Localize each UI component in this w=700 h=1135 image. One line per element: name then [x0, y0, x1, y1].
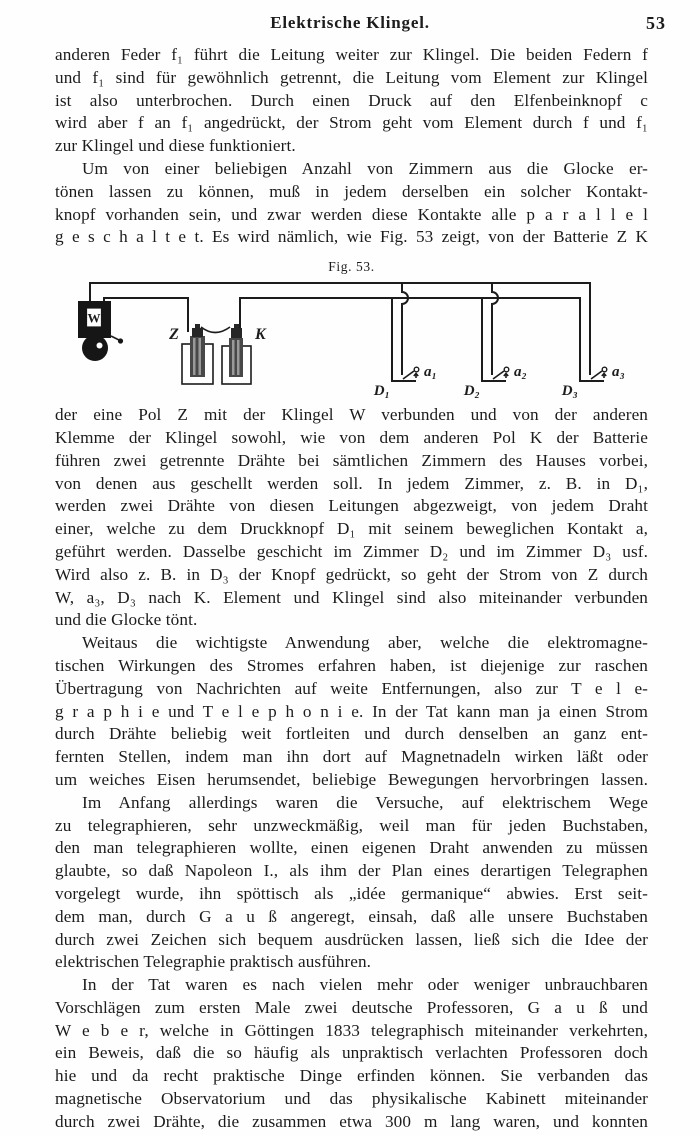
text-line: Vorschlägen zum ersten Male zwei deutsche Professoren, G a u ß und [55, 997, 648, 1017]
text-line: zu telegraphieren, sehr unzweckmäßig, weil man für jeden Buchstaben, [55, 815, 648, 835]
text-line: W e b e r, welche in Göttingen 1833 telegraphisch miteinander verkehrten, [55, 1020, 648, 1040]
page-number: 53 [646, 13, 666, 33]
text-line: knopf vorhanden sein, und zwar werden diese Kontakte alle p a r a l l e l [55, 204, 648, 224]
figure-caption: Fig. 53. [328, 259, 375, 275]
text-line: elektrischen Telegraphie praktisch ausführen. [55, 952, 372, 972]
text-line: und f₁ sind für gewöhnlich getrennt, die Leitung vom Element zur Klingel [55, 67, 648, 87]
text-line: um weiches Eisen herumsendet, beliebige Bewegungen hervorbringen lassen. [55, 769, 648, 789]
text-line: anderen Feder f₁ führt die Leitung weiter zur Klingel. Die beiden Federn f [55, 45, 648, 64]
battery-connector-wire [201, 327, 230, 333]
push-button-d3-icon [591, 367, 607, 379]
text-line: geführt werden. Dasselbe geschicht im Zimmer D₂ und im Zimmer D₃ usf. [55, 541, 648, 561]
button-d3-label: D₃ [561, 383, 578, 400]
figure-53 [55, 257, 648, 400]
text-line: Wird also z. B. in D₃ der Knopf gedrückt, so geht der Strom von Z durch [55, 564, 648, 584]
pole-k-label: K [255, 326, 266, 344]
page-header-title: Elektrische Klingel. [270, 13, 430, 32]
paragraph [55, 404, 648, 632]
text-line: ein Beweis, daß die so häufig als unpraktisch verlachten Professoren doch [55, 1043, 648, 1063]
battery-cell-k-icon [222, 324, 251, 384]
wire-second-line [240, 298, 604, 381]
text-line: In der Tat waren es nach vielen mehr oder weniger unbrauchbaren [82, 975, 648, 995]
bell-clapper [111, 336, 119, 340]
button-d1-label: D₁ [373, 383, 390, 400]
text-line: einer, welche zu dem Druckknopf D₁ mit seinem beweglichen Kontakt a, [55, 519, 648, 539]
contact-a1-label: a₁ [424, 364, 437, 381]
text-line: der eine Pol Z mit der Klingel W verbunden und von der anderen [55, 405, 648, 425]
bell-gong [82, 335, 108, 361]
text-line: Um von einer beliebigen Anzahl von Zimmern aus die Glocke er- [82, 158, 648, 178]
text-line: führen zwei getrennte Drähte bei sämtlichen Zimmern des Hauses vorbei, [55, 450, 648, 470]
paragraph [55, 632, 648, 792]
text-line: g e s c h a l t e t. Es wird nämlich, wie Fig. 53 zeigt, von der Batterie Z K [55, 227, 648, 247]
bell-clapper-knob [118, 339, 123, 344]
text-line: von denen aus geschellt werden soll. In jedem Zimmer, z. B. in D₁, [55, 473, 648, 493]
text-line: durch zwei Zeichen sich bequem ausdrücken lassen, ließ sich die Idee der [55, 929, 648, 949]
text-line: fernten Stellen, indem man ihn dort auf Magnetnadeln wirken läßt oder [55, 747, 648, 767]
contact-a3-label: a₃ [612, 364, 625, 381]
contact-a2-label: a₂ [514, 364, 527, 381]
text-body [55, 44, 648, 1134]
text-line: zur Klingel und diese funktioniert. [55, 136, 296, 156]
paragraph [55, 792, 648, 974]
paragraph [55, 974, 648, 1134]
text-line: hie und da recht praktische Dinge erfinden können. Sie verbanden das [55, 1066, 648, 1086]
text-line: ist also unterbrochen. Durch einen Druck auf den Elfenbeinknopf c [55, 90, 648, 110]
text-line: W, a₃, D₃ nach K. Element und Klingel sind also miteinander verbunden [55, 587, 648, 607]
text-line: tischen Wirkungen des Stromes erfahren haben, ist diejenige zur raschen [55, 655, 648, 675]
button-d2-label: D₂ [463, 383, 480, 400]
text-line: Übertragung von Nachrichten auf weite Entfernungen, also zur T e l e- [55, 678, 648, 698]
paragraph [55, 44, 648, 158]
text-line: werden zwei Drähte von diesen Leitungen abgezweigt, von jedem Draht [55, 496, 648, 516]
text-line: vorgelegt wurde, ihn spöttisch als „idée germanique“ abwies. Erst seit- [55, 883, 648, 903]
bell-label: W [87, 310, 101, 326]
page-header [0, 13, 700, 35]
bell-gong-highlight [97, 343, 103, 349]
bell-icon [78, 301, 123, 361]
text-line: tönen lassen zu können, muß in jedem derselben ein solcher Kontakt- [55, 181, 648, 201]
text-line: und die Glocke tönt. [55, 610, 198, 630]
battery-cell-z-icon [182, 324, 213, 384]
text-line: den man telegraphieren wollte, einen eigenen Draht anwenden zu müssen [55, 838, 648, 858]
text-line: Im Anfang allerdings waren die Versuche, auf elektrischem Wege [82, 792, 648, 812]
circuit-diagram [0, 276, 700, 400]
text-line: g r a p h i e und T e l e p h o n i e. In der Tat kann man ja einen Strom [55, 701, 648, 721]
text-line: Klemme der Klingel sowohl, wie von dem anderen Pol K der Batterie [55, 427, 648, 447]
text-line: magnetische Observatorium und das physikalische Kabinett miteinander [55, 1089, 648, 1109]
text-line: durch zwei Drähte, die zusammen etwa 300 m lang waren, und konnten [55, 1111, 648, 1131]
wire-top-line [90, 283, 590, 375]
text-line: glaubte, so daß Napoleon I., als ihm der Plan eines derartigen Telegraphen [55, 861, 648, 881]
text-line: wird aber f an f₁ angedrückt, der Strom geht vom Element durch f und f₁ [55, 113, 648, 133]
text-line: Weitaus die wichtigste Anwendung aber, welche die elektromagne- [82, 633, 648, 653]
pole-z-label: Z [169, 326, 179, 344]
text-line: dem man, durch G a u ß angeregt, einsah, daß alle unsere Buchstaben [55, 906, 648, 926]
text-line: durch Drähte beliebig weit fortleiten und durch denselben an ganz ent- [55, 724, 648, 744]
paragraph [55, 158, 648, 249]
